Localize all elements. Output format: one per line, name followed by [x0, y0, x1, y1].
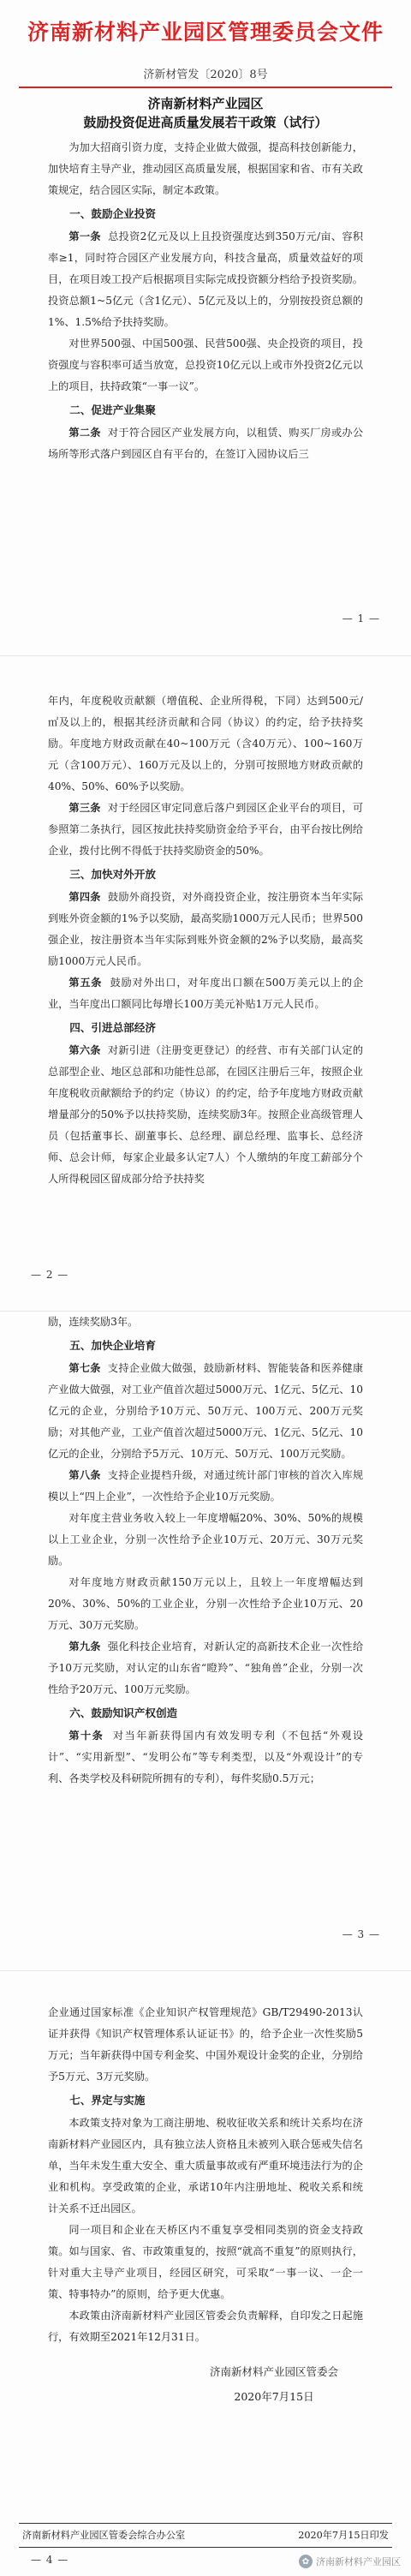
section-3-heading: 三、加快对外开放: [69, 868, 156, 881]
page-number-3: — 3 —: [342, 1928, 380, 1940]
article-10-text: 对当年新获得国内有效发明专利（不包括“外观设计”、“实用新型”、“发明公布”等专利类型，以及“外观设计”的专利、各类学校及科研院所拥有的专利），每件奖励0.5万元；: [48, 1730, 364, 1784]
article-3-text: 对于经园区审定同意后落户到园区企业平台的项目，可参照第二条执行，园区按此扶持奖励资金给予平台，由平台按比例给企业，拨付比例不得低于扶持奖励资金的50%。: [48, 802, 364, 857]
section-2-heading: 二、促进产业集聚: [69, 403, 156, 416]
section-1-heading: 一、鼓励企业投资: [69, 207, 156, 220]
article-6-label: 第六条: [68, 1044, 101, 1056]
article-9-text: 强化科技企业培育，对新认定的高新技术企业一次性给予10万元奖励，对认定的山东省“瞪羚”、“独角兽”企业，分别一次性给予20万元、100万元奖励。: [48, 1641, 364, 1695]
article-4-label: 第四条: [68, 891, 101, 903]
red-divider-line: [19, 87, 392, 88]
wechat-logo-icon: ✿: [299, 2555, 313, 2568]
signature-organization: 济南新材料产业园区管委会: [209, 2365, 338, 2378]
page-2-body: [48, 690, 363, 1190]
document-page-4: [0, 1970, 411, 2576]
article-8-text: 支持企业提档升级，对通过统计部门审核的首次入库规模以上“四上企业”，一次性给予企业10万元奖励。: [48, 1469, 364, 1503]
article-10-continued: 企业通过国家标准《企业知识产权管理规范》GB/T29490-2013认证并获得《知识产权管理体系认证证书》的，给予企业一次性奖励5万元；当年新获得中国专利金奖、中国外观设计金奖的企业，分别给予5万元、3万元奖励。: [48, 2006, 363, 2083]
document-page-2: [0, 655, 411, 1311]
section-7-heading: 七、界定与实施: [69, 2094, 146, 2107]
watermark-text: 济南新材料产业园区: [316, 2556, 401, 2567]
article-10: [48, 1725, 363, 1790]
article-8: [48, 1465, 363, 1508]
article-4: [48, 887, 363, 972]
article-1-continued: 对世界500强、中国500强、民营500强、央企投资的项目，投资强度与容积率可适当放宽，总投资10亿元以上或市外投资2亿元以上的项目，扶持政策“一事一议”。: [48, 338, 363, 392]
article-5: [48, 972, 363, 1015]
footer-issuing-office: 济南新材料产业园区管委会综合办公室: [22, 2530, 186, 2541]
article-2-continued: 年内，年度税收贡献额（增值税、企业所得税，下同）达到500元/㎡及以上的，根据其经济贡献和合同（协议）的约定，给予扶持奖励。年度地方财政贡献在40~100万元（含40万元）、100~160万元（含100万元）、160万元及以上的，分别可按照地方财政贡献的40%、50%、60%予以奖励。: [48, 695, 363, 792]
page-number-4: — 4 —: [31, 2554, 69, 2566]
policy-title-line-1: 济南新材料产业园区: [147, 96, 264, 111]
signature-date: 2020年7月15日: [234, 2390, 314, 2403]
article-7: [48, 1358, 363, 1465]
article-2-text: 对于符合园区产业发展方向，以租赁、购买厂房或办公场所等形式落户到园区自有平台的，在签订入园协议后三: [48, 427, 364, 460]
article-5-label: 第五条: [68, 977, 103, 989]
article-6: [48, 1040, 363, 1190]
section-5-heading: 五、加快企业培育: [69, 1339, 156, 1352]
article-1-text: 总投资2亿元及以上且投资强度达到350万元/亩、容积率≥1，同时符合园区产业发展方向，科技含量高，质量效益好的项目，在项目竣工投产后根据项目实际完成投资额分档给予投资奖励。投资总额1~5亿元（含1亿元）、5亿元及以上的，分别按投资总额的1%、1.5%给予扶持奖励。: [48, 230, 364, 328]
article-8-paragraph-2: 对年度主营业务收入较上一年度增幅20%、30%、50%的规模以上工业企业，分别一次性给予企业10万元、20万元、30万元奖励。: [48, 1512, 363, 1567]
page-1-body: [48, 137, 363, 465]
article-8-paragraph-3: 对年度地方财政贡献150万元以上，且较上一年度增幅达到20%、30%、50%的工业企业，分别一次性给予企业10万元、20万元、30万元奖励。: [48, 1576, 363, 1631]
section-4-heading: 四、引进总部经济: [69, 1021, 156, 1034]
page-3-body: [48, 1312, 363, 1790]
section-6-heading: 六、鼓励知识产权创造: [69, 1706, 178, 1719]
article-9-label: 第九条: [68, 1641, 101, 1653]
section-7-paragraph-3: 本政策由济南新材料产业园区管委会负责解释，自印发之日起施行，有效期至2021年12月31日。: [48, 2310, 363, 2343]
section-7-paragraph-2: 同一项目和企业在天桥区内不重复享受相同类别的资金支持政策。如与国家、省、市政策重复的，按照“就高不重复”的原则执行，针对重大主导产业项目，经园区研究，可采取“一事一议、一企一策、特事特办”的原则，给予更大优惠。: [48, 2224, 363, 2300]
footer-rule-bottom: [19, 2547, 392, 2548]
page-number-2: — 2 —: [31, 1269, 69, 1281]
article-9: [48, 1636, 363, 1700]
article-3: [48, 798, 363, 862]
article-10-label: 第十条: [68, 1730, 104, 1742]
article-8-label: 第八条: [68, 1469, 101, 1481]
policy-title: [0, 94, 411, 132]
intro-paragraph: 为加大招商引资力度，支持企业做大做强，提高科技创新能力，加快培育主导产业，推动园区高质量发展，根据国家和省、市有关政策规定，结合园区实际，制定本政策。: [48, 141, 363, 196]
document-number: 济新材管发〔2020〕8号: [143, 69, 268, 81]
article-2: [48, 422, 363, 465]
page-4-body: [48, 2002, 363, 2348]
section-7-paragraph-1: 本政策支持对象为工商注册地、税收征收关系和统计关系均在济南新材料产业园区内，具有独立法人资格且未被列入联合惩戒失信名单，当年未发生重大安全、重大质量事故或有严重环境违法行为的企业和机构。享受政策的企业，承诺10年内注册地址、税收关系和统计关系不迁出园区。: [48, 2117, 363, 2214]
page-number-1: — 1 —: [342, 613, 380, 625]
article-1: [48, 226, 363, 333]
article-7-text: 支持企业做大做强，鼓励新材料、智能装备和医养健康产业做大做强，对工业产值首次超过5000万元、1亿元、5亿元、10亿元的企业，分别给予10万元、50万元、100万元、200万元奖励；对其他产业，工业产值首次超过5000万元、1亿元、5亿元、10亿元的企业，分别给予5万元、10万元、50万元、100万元奖励。: [48, 1362, 364, 1460]
watermark: [299, 2552, 401, 2571]
article-1-label: 第一条: [68, 230, 101, 242]
footer-issue-date: 2020年7月15日印发: [298, 2530, 389, 2541]
article-3-label: 第三条: [68, 802, 101, 814]
article-2-label: 第二条: [68, 427, 101, 439]
article-4-text: 鼓励外商投资，对外商投资企业，按注册资本当年实际到账外资金额的1%予以奖励，最高奖励1000万元人民币；世界500强企业，按注册资本当年实际到账外资金额的2%予以奖励，最高奖励1000万元人民币。: [48, 891, 364, 967]
footer-rule-top: [19, 2523, 392, 2524]
red-header-title: 济南新材料产业园区管理委员会文件: [27, 20, 384, 45]
policy-title-line-2: 鼓励投资促进高质量发展若干政策（试行）: [83, 115, 328, 130]
document-page-3: [0, 1311, 411, 1970]
article-7-label: 第七条: [68, 1362, 101, 1374]
document-page-1: [0, 0, 411, 655]
article-6-continued: 励，连续奖励3年。: [48, 1316, 139, 1328]
article-6-text: 对新引进（注册变更登记）的经营、市有关部门认定的总部型企业、地区总部和功能性总部，在园区注册后三年，按照企业年度税收贡献额给予的约定（协议）的约定，给予年度地方财政贡献增量部分的50%予以扶持奖励，连续奖励3年。按照企业高级管理人员（包括董事长、副董事长、总经理、副总经理、监事长、总经济师、总会计师，每家企业最多认定7人）个人缴纳的年度工薪部分个人所得税园区留成部分给予扶持奖: [48, 1044, 364, 1185]
article-5-text: 鼓励对外出口，对年度出口额在500万美元以上的企业，当年度出口额同比每增长100万美元补贴1万元人民币。: [48, 977, 364, 1010]
